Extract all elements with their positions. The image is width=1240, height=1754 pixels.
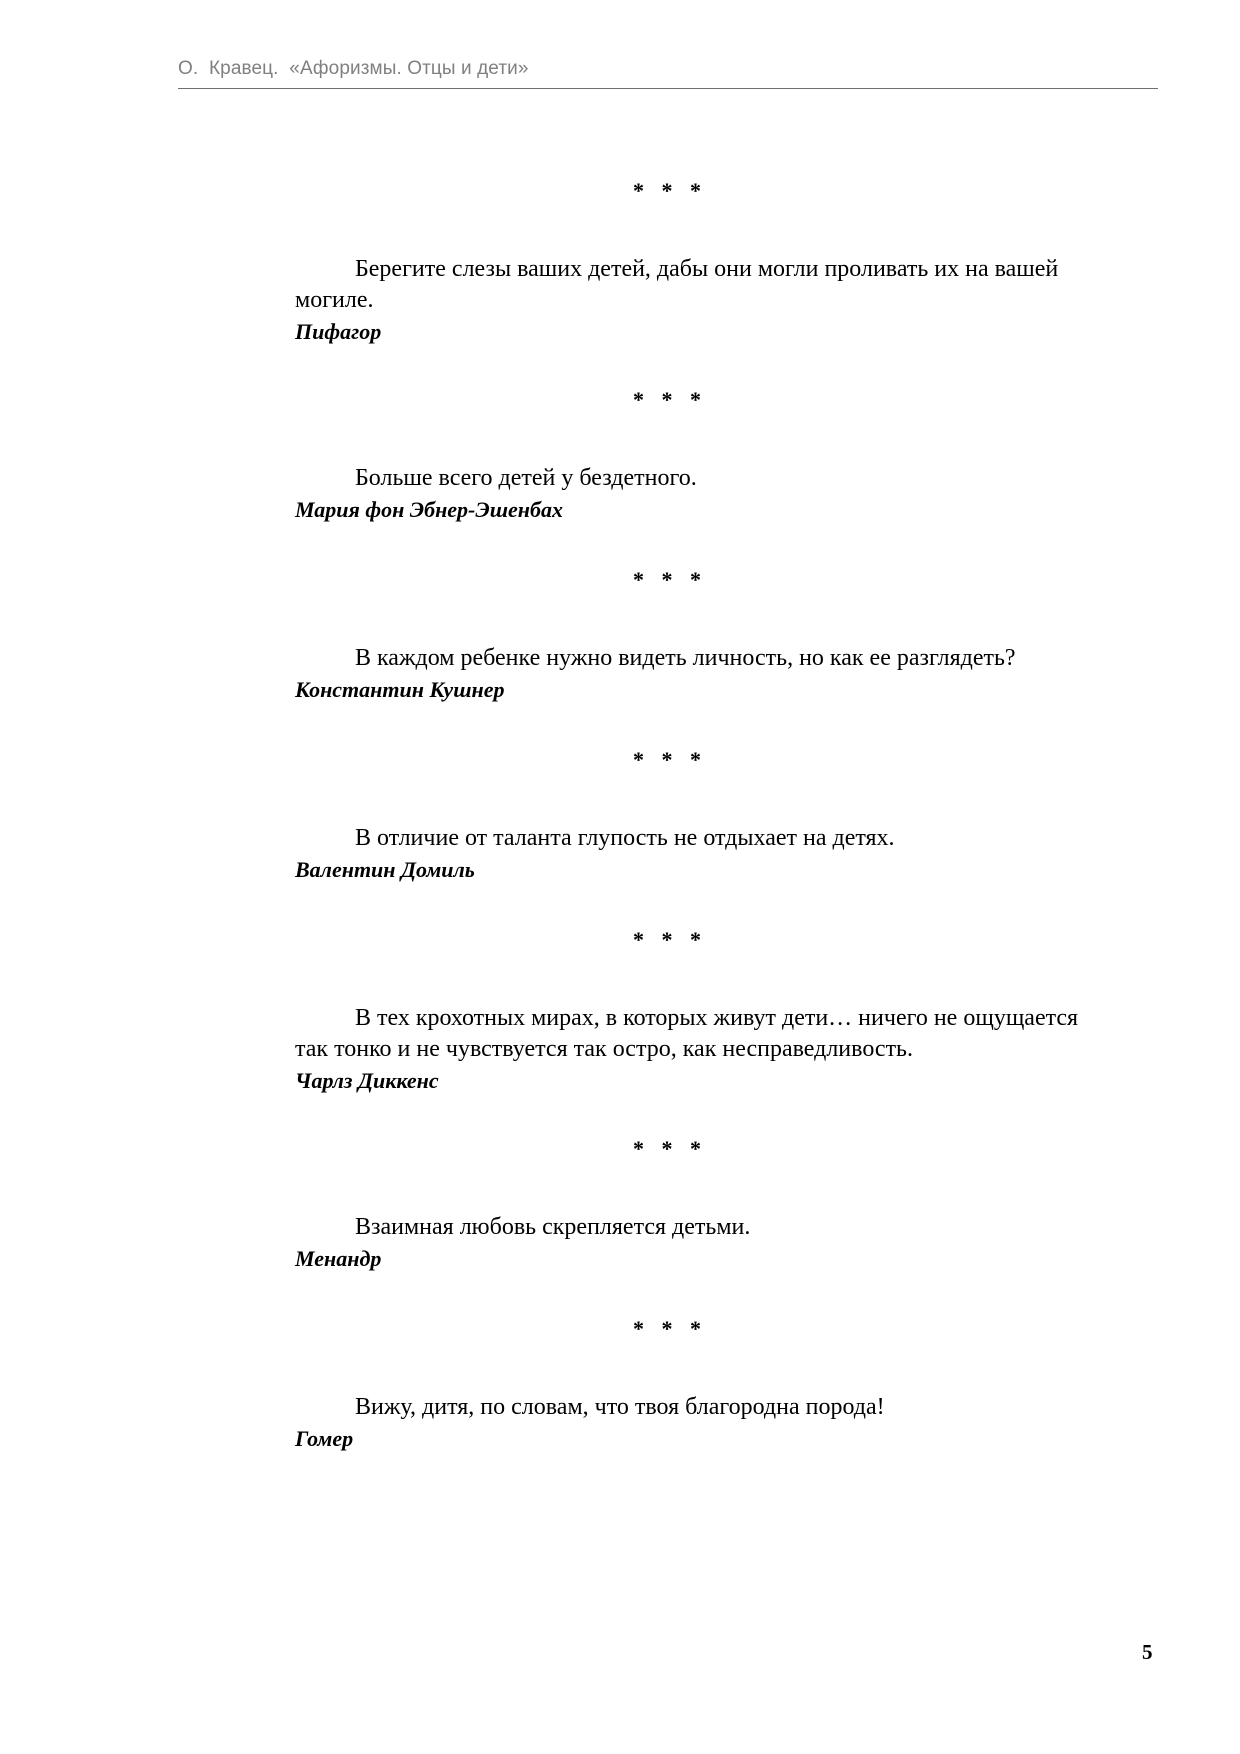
aphorism-text: Берегите слезы ваших детей, дабы они могли проливать их на вашей могиле. — [295, 256, 1059, 313]
aphorism-entry — [295, 1392, 1115, 1454]
aphorism-text: В тех крохотных мирах, в которых живут дети… ничего не ощущается так тонко и не чувствуется так остро, как несправедливость. — [295, 1005, 1079, 1062]
section-separator: * * * — [633, 1316, 707, 1341]
aphorism-author: Гомер — [295, 1426, 354, 1451]
section-separator: * * * — [633, 747, 707, 772]
aphorism-text: Взаимная любовь скрепляется детьми. — [355, 1214, 751, 1240]
running-header: О. Кравец. «Афоризмы. Отцы и дети» — [178, 58, 529, 79]
aphorism-text: В отличие от таланта глупость не отдыхает на детях. — [355, 825, 895, 851]
aphorism-author: Пифагор — [295, 319, 382, 344]
aphorism-entry — [295, 463, 1115, 525]
aphorism-author: Менандр — [295, 1246, 382, 1271]
aphorism-author: Мария фон Эбнер-Эшенбах — [295, 497, 563, 522]
section-separator: * * * — [633, 927, 707, 952]
aphorism-text: В каждом ребенке нужно видеть личность, но как ее разглядеть? — [355, 645, 1016, 671]
section-separator: * * * — [633, 567, 707, 592]
section-separator: * * * — [633, 1136, 707, 1161]
aphorism-text: Больше всего детей у бездетного. — [355, 465, 697, 491]
aphorism-entry — [295, 1212, 1115, 1274]
aphorism-entry — [295, 254, 1115, 347]
aphorism-entry — [295, 823, 1115, 885]
header-rule — [178, 88, 1158, 89]
section-separator: * * * — [633, 178, 707, 203]
aphorism-entry — [295, 1003, 1115, 1096]
page-number: 5 — [1142, 1640, 1153, 1664]
section-separator: * * * — [633, 387, 707, 412]
aphorism-author: Чарлз Диккенс — [295, 1068, 439, 1093]
aphorism-entry — [295, 643, 1115, 705]
aphorism-text: Вижу, дитя, по словам, что твоя благородна порода! — [355, 1394, 885, 1420]
aphorism-author: Валентин Домиль — [295, 857, 475, 882]
aphorism-author: Константин Кушнер — [295, 677, 505, 702]
